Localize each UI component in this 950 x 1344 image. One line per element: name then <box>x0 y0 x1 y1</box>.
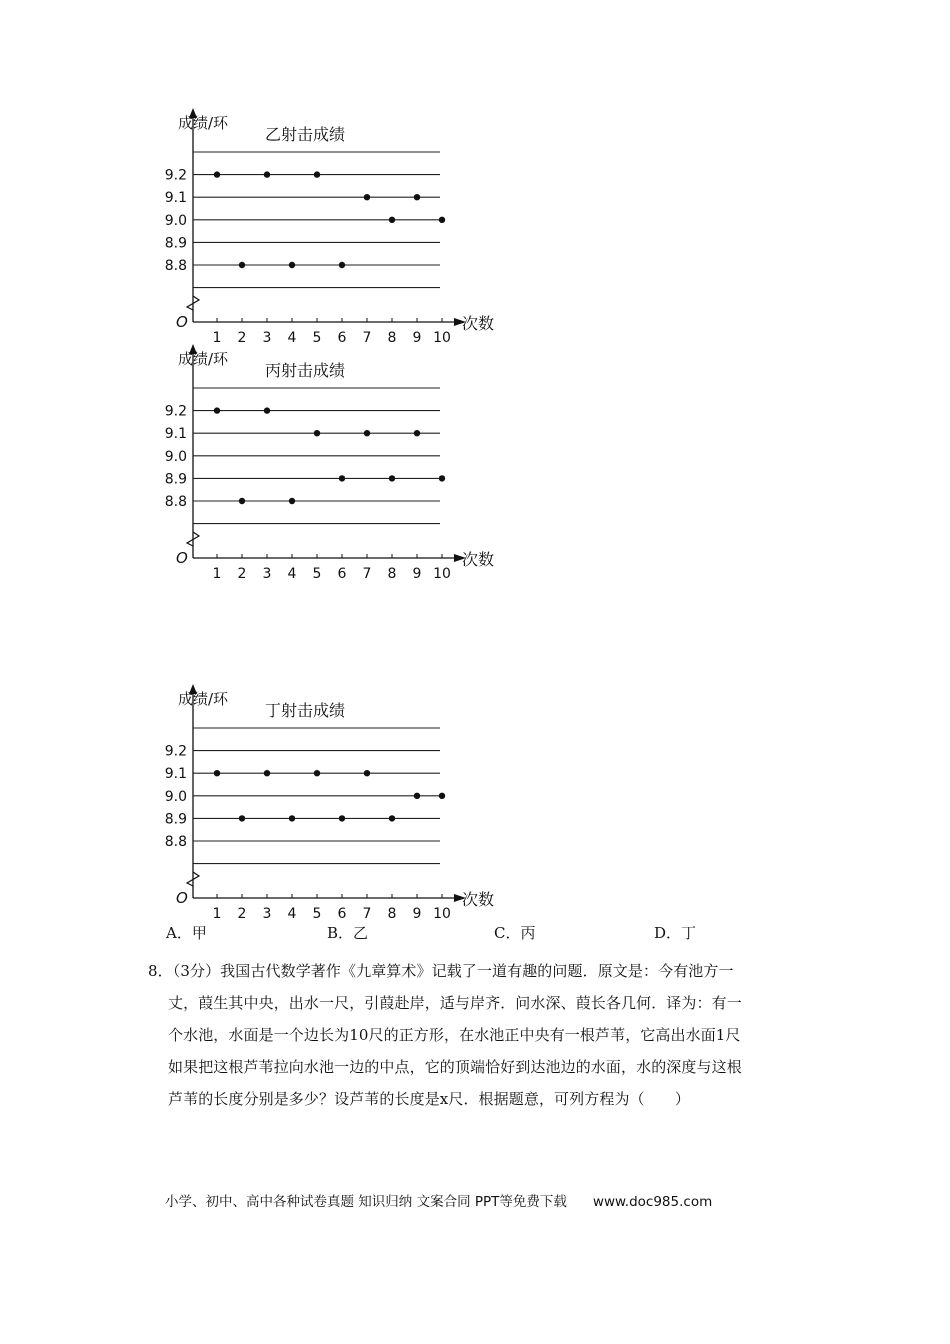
chart-1-x-tick-label: 9 <box>412 566 422 582</box>
chart-1-data-point <box>414 430 420 436</box>
footer-text: 小学、初中、高中各种试卷真题 知识归纳 文案合同 PPT等免费下载 <box>165 1194 567 1210</box>
chart-2-x-tick-label: 1 <box>212 906 222 922</box>
chart-2-x-tick-label: 3 <box>262 906 272 922</box>
question-line: 个水池，水面是一个边长为10尺的正方形，在水池正中央有一根芦苇，它高出水面1尺 <box>168 1026 741 1044</box>
chart-2-data-point <box>439 793 445 799</box>
chart-0-data-point <box>389 217 395 223</box>
chart-0-data-point <box>314 171 320 177</box>
chart-1-x-tick-label: 8 <box>387 566 397 582</box>
question-line: 如果把这根芦苇拉向水池一边的中点，它的顶端恰好到达池边的水面，水的深度与这根 <box>168 1058 742 1076</box>
chart-1-x-tick-label: 6 <box>337 566 347 582</box>
chart-1-x-axis-label: 次数 <box>462 550 495 569</box>
chart-1-x-tick-label: 1 <box>212 566 222 582</box>
chart-0-data-point <box>414 194 420 200</box>
chart-2-data-point <box>364 770 370 776</box>
chart-2-x-tick-label: 10 <box>433 906 451 922</box>
chart-1-x-tick-label: 2 <box>237 566 247 582</box>
chart-1-data-point <box>289 498 295 504</box>
footer <box>165 1190 712 1210</box>
footer-url[interactable]: www.doc985.com <box>592 1194 713 1210</box>
chart-1-y-tick-label: 8.9 <box>164 471 187 488</box>
chart-0-data-point <box>239 262 245 268</box>
chart-2-y-tick-label: 9.0 <box>164 788 187 805</box>
question-8 <box>148 955 813 1115</box>
chart-0-y-tick-label: 8.9 <box>164 235 187 252</box>
chart-2-data-point <box>239 815 245 821</box>
chart-0-data-point <box>264 171 270 177</box>
chart-1-x-tick-label: 4 <box>287 566 297 582</box>
chart-0-data-point <box>214 171 220 177</box>
chart-1-x-tick-label: 3 <box>262 566 272 582</box>
option-d[interactable]: D．丁 <box>654 924 697 942</box>
chart-0-y-tick-label: 8.8 <box>164 258 187 274</box>
chart-yi-shooting-scores <box>160 100 520 346</box>
chart-2-y-tick-label: 8.8 <box>164 834 187 850</box>
chart-1-x-tick-label: 10 <box>433 566 451 582</box>
question-line: 芦苇的长度分别是多少？设芦苇的长度是x尺．根据题意，可列方程为（ ） <box>168 1090 690 1108</box>
chart-1-data-point <box>364 430 370 436</box>
chart-2-x-tick-label: 2 <box>237 906 247 922</box>
chart-2-y-tick-label: 8.9 <box>164 811 187 828</box>
chart-0-x-tick-label: 7 <box>362 330 372 346</box>
chart-1-x-tick-label: 5 <box>312 566 322 582</box>
option-c[interactable]: C．丙 <box>494 924 536 942</box>
chart-2-data-point <box>214 770 220 776</box>
chart-2-data-point <box>414 793 420 799</box>
chart-0-data-point <box>289 262 295 268</box>
chart-0-y-axis-label: 成绩/环 <box>178 114 229 132</box>
chart-1-title: 丙射击成绩 <box>265 361 346 380</box>
chart-2-y-tick-label: 9.1 <box>164 766 187 783</box>
chart-1-x-tick-label: 7 <box>362 566 372 582</box>
question-line: 8．（3分）我国古代数学著作《九章算术》记载了一道有趣的问题．原文是：今有池方一 <box>148 962 734 980</box>
chart-bing-shooting-scores <box>160 336 520 582</box>
chart-svg <box>160 676 520 922</box>
chart-1-data-point <box>389 475 395 481</box>
chart-1-data-point <box>264 407 270 413</box>
answer-options <box>0 922 950 946</box>
chart-2-y-axis-label: 成绩/环 <box>178 690 229 708</box>
chart-0-data-point <box>439 217 445 223</box>
chart-1-data-point <box>439 475 445 481</box>
chart-svg <box>160 100 520 346</box>
chart-0-data-point <box>364 194 370 200</box>
chart-1-data-point <box>214 407 220 413</box>
chart-0-title: 乙射击成绩 <box>265 125 346 144</box>
chart-2-data-point <box>314 770 320 776</box>
chart-1-data-point <box>339 475 345 481</box>
chart-0-origin-label: O <box>176 313 188 331</box>
chart-0-y-tick-label: 9.0 <box>164 212 187 229</box>
chart-2-y-tick-label: 9.2 <box>164 743 187 760</box>
chart-1-y-tick-label: 9.0 <box>164 448 187 465</box>
chart-1-y-tick-label: 9.2 <box>164 403 187 420</box>
option-b[interactable]: B．乙 <box>327 924 369 942</box>
chart-2-x-axis-label: 次数 <box>462 890 495 909</box>
chart-1-y-tick-label: 8.8 <box>164 494 187 510</box>
chart-2-data-point <box>339 815 345 821</box>
chart-0-x-tick-label: 10 <box>433 330 451 346</box>
chart-0-x-tick-label: 5 <box>312 330 322 346</box>
chart-1-y-tick-label: 9.1 <box>164 426 187 443</box>
chart-svg <box>160 336 520 582</box>
chart-1-origin-label: O <box>176 549 188 567</box>
chart-2-origin-label: O <box>176 889 188 907</box>
chart-0-x-axis-label: 次数 <box>462 314 495 333</box>
chart-2-data-point <box>389 815 395 821</box>
chart-2-data-point <box>289 815 295 821</box>
chart-0-y-tick-label: 9.2 <box>164 167 187 184</box>
chart-1-y-axis-label: 成绩/环 <box>178 350 229 368</box>
chart-0-x-tick-label: 2 <box>237 330 247 346</box>
chart-0-x-tick-label: 4 <box>287 330 297 346</box>
chart-0-x-tick-label: 9 <box>412 330 422 346</box>
chart-ding-shooting-scores <box>160 676 520 922</box>
chart-0-data-point <box>339 262 345 268</box>
question-line: 丈，葭生其中央，出水一尺，引葭赴岸，适与岸齐．问水深、葭长各几何．译为：有一 <box>168 994 742 1012</box>
chart-2-x-tick-label: 8 <box>387 906 397 922</box>
chart-0-x-tick-label: 6 <box>337 330 347 346</box>
chart-2-x-tick-label: 6 <box>337 906 347 922</box>
option-a[interactable]: A．甲 <box>166 924 207 942</box>
chart-0-y-tick-label: 9.1 <box>164 190 187 207</box>
chart-0-x-tick-label: 8 <box>387 330 397 346</box>
chart-1-data-point <box>239 498 245 504</box>
chart-2-x-tick-label: 5 <box>312 906 322 922</box>
chart-2-x-tick-label: 7 <box>362 906 372 922</box>
chart-1-data-point <box>314 430 320 436</box>
chart-2-data-point <box>264 770 270 776</box>
chart-2-title: 丁射击成绩 <box>265 701 346 720</box>
chart-0-x-tick-label: 3 <box>262 330 272 346</box>
chart-2-x-tick-label: 4 <box>287 906 297 922</box>
chart-2-x-tick-label: 9 <box>412 906 422 922</box>
chart-0-x-tick-label: 1 <box>212 330 222 346</box>
